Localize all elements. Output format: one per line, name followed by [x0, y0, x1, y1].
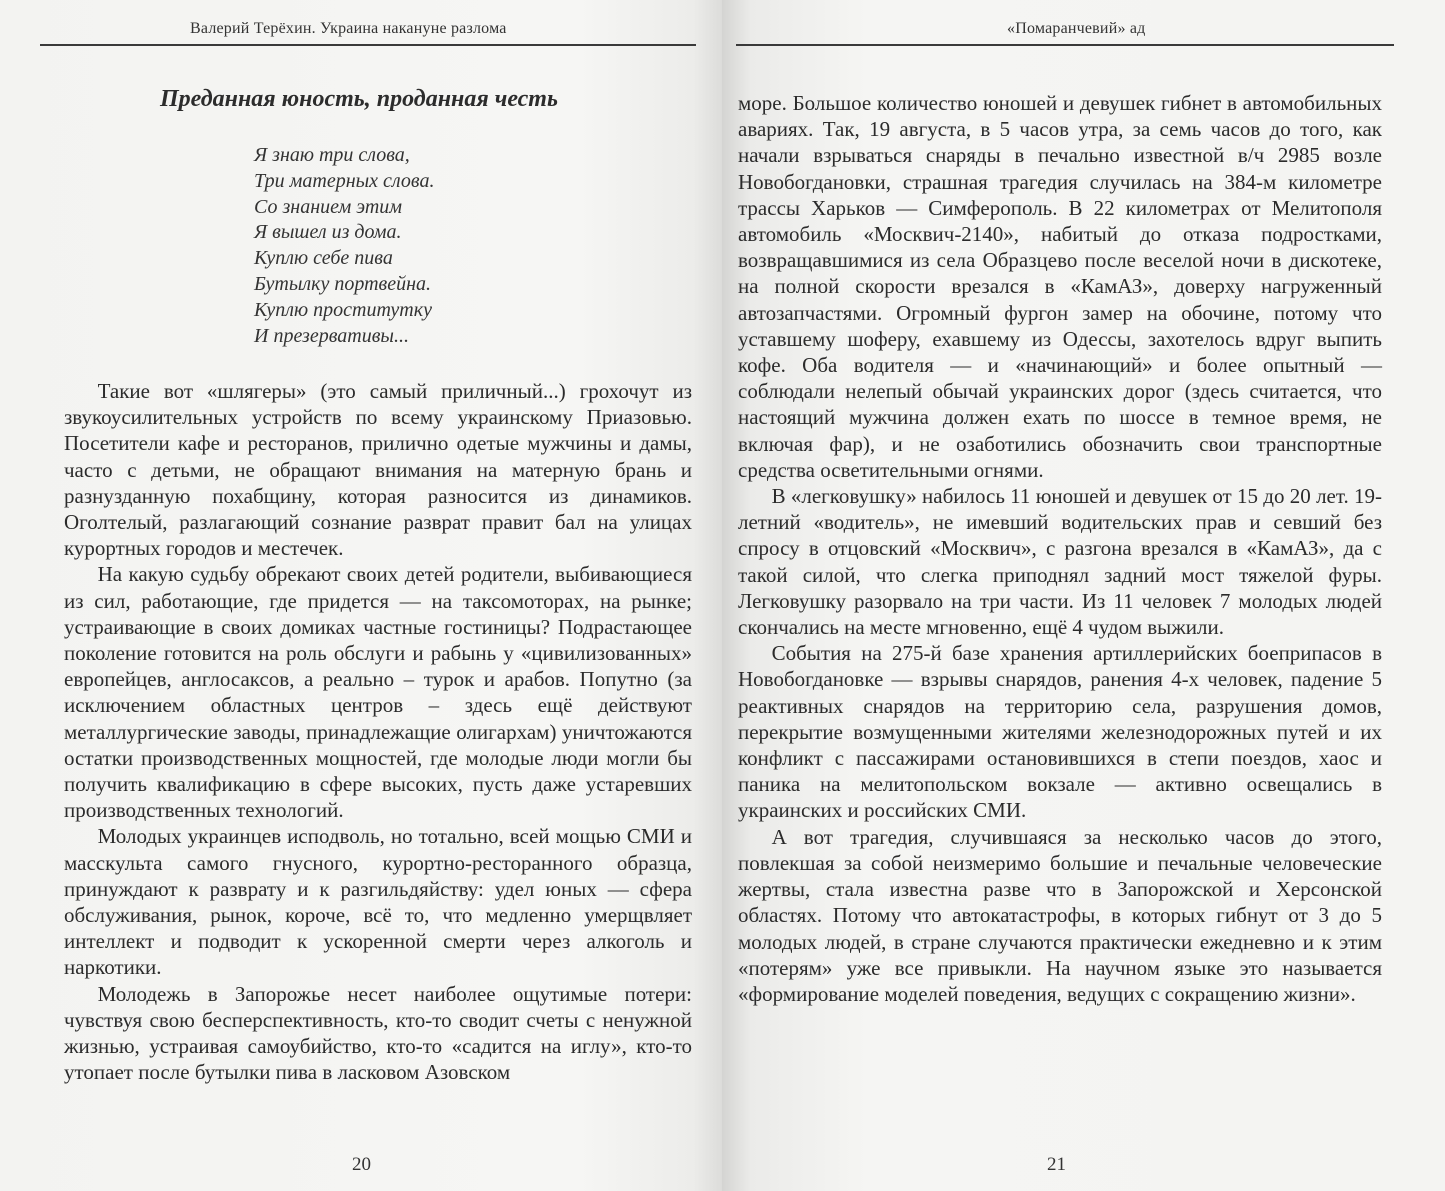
verse-line: И презервативы...: [254, 324, 409, 347]
chapter-title: Преданная юность, проданная честь: [160, 86, 558, 112]
left-page-number: 20: [352, 1154, 371, 1175]
left-running-head: Валерий Терёхин. Украина накануне разлома: [190, 20, 507, 37]
right-running-head: «Помаранчевий» ад: [1007, 20, 1146, 37]
paragraph: Молодежь в Запорожье несет наиболее ощутимые потери: чувствуя свою бесперспективность, кто-то сводит счеты с ненужной жизнью, устраивая самоубийство, кто-то «садится на иглу», кто-то утопает после бутылки пива в ласковом Азовском: [64, 981, 692, 1085]
paragraph: В «легковушку» набилось 11 юношей и девушек от 15 до 20 лет. 19-летний «водитель», не имевший водительских прав и севший без спросу в отцовский «Москвич», с разгона врезался в «КамАЗ», да с такой силой, что слегка приподнял задний мост тяжелой фуры. Легковушку разорвало на три части. Из 11 человек 7 молодых людей скончались на месте мгновенно, ещё 4 чудом выжили.: [738, 484, 1382, 640]
verse-line: Я вышел из дома.: [254, 221, 402, 244]
paragraph: События на 275-й базе хранения артиллерийских боеприпасов в Новобогдановке — взрывы снарядов, ранения 4-х человек, падение 5 реактивных снарядов на территорию села, разрушения домов, перекрытие возмущенными жителями железнодорожных путей и их конфликт с пассажирами остановившихся в степи поездов, хаос и паника на мелитопольском вокзале — активно освещались в украинских и российских СМИ.: [738, 641, 1382, 823]
paragraph: Молодых украинцев исподволь, но тотально, всей мощью СМИ и масскульта самого гнусного, курортно-ресторанного образца, принуждают к разврату и к разгильдяйству: удел юных — сфера обслуживания, рынок, короче, всё то, что медленно умерщвляет интеллект и подводит к ускоренной смерти через алкоголь и наркотики.: [64, 824, 692, 980]
epigraph-verse: [254, 143, 434, 349]
paragraph: На какую судьбу обрекают своих детей родители, выбивающиеся из сил, работающие, где придется — на таксомоторах, на рынке; устраивающие в своих домиках частные гостиницы? Подрастающее поколение готовится на роль обслуги и рабынь у «цивилизованных» европейцев, англосаксов, а реально – турок и арабов. Попутно (за исключением областных центров – здесь ещё действуют металлургические заводы, принадлежащие олигархам) уничтожаются остатки производственных мощностей, где молодые люди могли бы получить квалификацию в сфере высоких, пусть даже устаревших производственных технологий.: [64, 562, 692, 823]
right-header-rule: [736, 44, 1394, 46]
continued-paragraph: море. Большое количество юношей и девушек гибнет в автомобильных авариях. Так, 19 августа, в 5 часов утра, за семь часов до того, как начали взрываться снаряды в печально известной в/ч 2985 возле Новобогдановки, страшная трагедия случилась на 384-м километре трассы Харьков — Симферополь. В 22 километрах от Мелитополя автомобиль «Москвич-2140», набитый до отказа подростками, возвращавшимися из села Образцево после веселой ночи в дискотеке, на полной скорости врезался в «КамАЗ», доверху нагруженный автозапчастями. Огромный фургон замер на обочине, потому что уставшему шоферу, ехавшему из Одессы, захотелось вдруг выпить кофе. Оба водителя — и «начинающий» и более опытный — соблюдали нелепый обычай украинских дорог (здесь считается, что настоящий мужчина должен ехать по шоссе в темное время, не включая фар), и не озаботились обозначить свои транспортные средства осветительными огнями.: [738, 91, 1382, 482]
verse-line: Со знанием этим: [254, 195, 403, 218]
right-body-text: [738, 90, 1382, 1007]
left-page: [0, 0, 722, 1191]
right-page: [722, 0, 1445, 1191]
paragraph: А вот трагедия, случившаяся за несколько часов до этого, повлекшая за собой неизмеримо большие и печальные человеческие жертвы, стала известна разве что в Запорожской и Херсонской областях. Потому что автокатастрофы, в которых гибнут от 3 до 5 молодых людей, в стране случаются практически ежедневно и к этим «потерям» уже все привыкли. На научном языке это называется «формирование моделей поведения, ведущих с сокращению жизни».: [738, 824, 1382, 1006]
verse-line: Куплю проститутку: [254, 298, 432, 321]
right-page-number: 21: [1047, 1154, 1066, 1175]
verse-line: Куплю себе пива: [254, 247, 393, 270]
left-header-rule: [40, 44, 696, 46]
verse-line: Три матерных слова.: [254, 169, 435, 192]
paragraph: Такие вот «шлягеры» (это самый приличный...) грохочут из звукоусилительных устройств по всему украинскому Приазовью. Посетители кафе и ресторанов, прилично одетые мужчины и дамы, часто с детьми, не обращают внимания на матерную брань и разнузданную похабщину, которая разносится из динамиков. Оголтелый, разлагающий сознание разврат правит бал на улицах курортных городов и местечек.: [64, 379, 692, 561]
verse-line: Бутылку портвейна.: [254, 272, 432, 295]
verse-line: Я знаю три слова,: [254, 144, 410, 166]
left-body-text: [64, 378, 692, 1085]
